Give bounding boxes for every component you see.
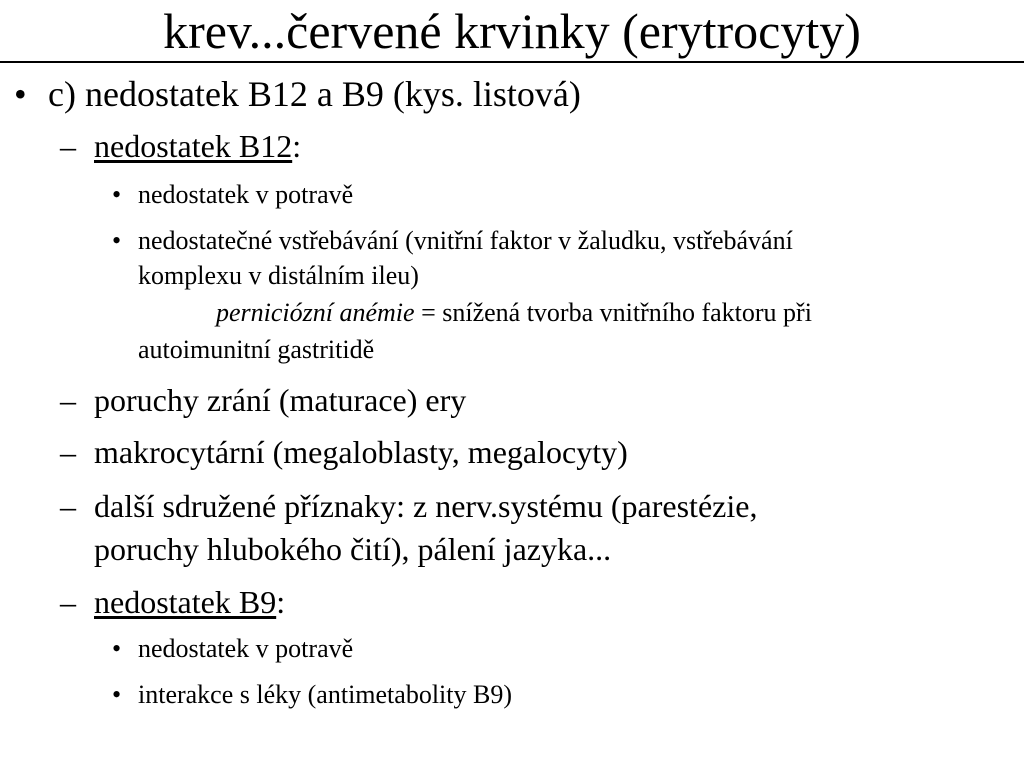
b12-item-absorption-line1: nedostatečné vstřebávání (vnitřní faktor v žaludku, vstřebávání bbox=[138, 226, 793, 255]
pernicious-anemia-note bbox=[216, 298, 812, 328]
title-divider bbox=[0, 61, 1024, 63]
subheading-b12-label: nedostatek B12 bbox=[94, 128, 293, 164]
subheading-b9-colon: : bbox=[276, 584, 286, 620]
item-maturation: poruchy zrání (maturace) ery bbox=[94, 382, 467, 418]
bullet-item-deficiency: c) nedostatek B12 a B9 (kys. listová) bbox=[48, 74, 581, 114]
item-macrocytic: makrocytární (megaloblasty, megalocyty) bbox=[94, 434, 628, 470]
item-symptoms-line1: další sdružené příznaky: z nerv.systému (parestézie, bbox=[94, 488, 758, 524]
subheading-b12 bbox=[94, 128, 301, 165]
bullet-marker: • bbox=[14, 74, 27, 114]
b9-item-drugs: interakce s léky (antimetabolity B9) bbox=[138, 680, 512, 709]
item-symptoms-line2: poruchy hlubokého čití), pálení jazyka... bbox=[94, 531, 612, 567]
pernicious-anemia-definition: = snížená tvorba vnitřního faktoru při bbox=[414, 298, 812, 327]
b12-item-absorption-line4: autoimunitní gastritidě bbox=[138, 335, 375, 364]
b12-item-absorption-line2: komplexu v distálním ileu) bbox=[138, 261, 419, 290]
dash-marker: – bbox=[60, 584, 76, 620]
subheading-b9-label: nedostatek B9 bbox=[94, 584, 277, 620]
bullet-marker: • bbox=[112, 226, 122, 255]
dash-marker: – bbox=[60, 382, 76, 418]
subheading-b12-colon: : bbox=[292, 128, 302, 164]
pernicious-anemia-term: perniciózní anémie bbox=[216, 298, 415, 327]
dash-marker: – bbox=[60, 434, 76, 470]
bullet-marker: • bbox=[112, 180, 122, 209]
dash-marker: – bbox=[60, 488, 76, 524]
bullet-marker: • bbox=[112, 680, 122, 709]
b9-item-diet: nedostatek v potravě bbox=[138, 634, 354, 663]
slide-title: krev...červené krvinky (erytrocyty) bbox=[163, 3, 861, 59]
bullet-marker: • bbox=[112, 634, 122, 663]
subheading-b9 bbox=[94, 584, 285, 621]
b12-item-diet: nedostatek v potravě bbox=[138, 180, 354, 209]
dash-marker: – bbox=[60, 128, 76, 164]
